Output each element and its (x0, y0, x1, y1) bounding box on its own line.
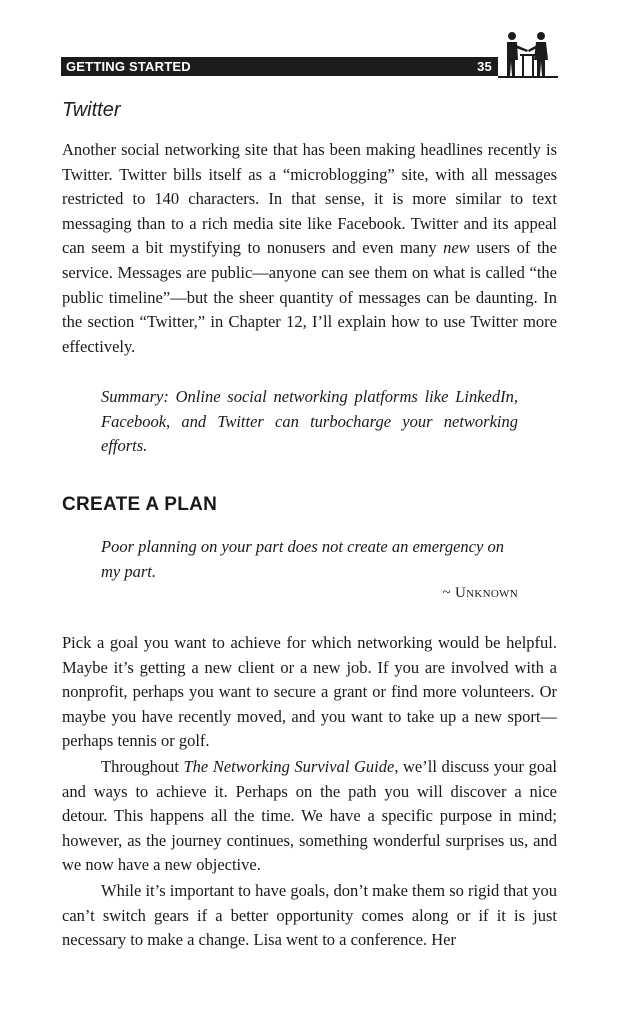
page-number: 35 (477, 59, 492, 74)
quote-attribution: ~ Unknown (442, 585, 518, 601)
section-heading: CREATE A PLAN (62, 494, 218, 515)
section-label: GETTING STARTED (66, 59, 191, 74)
plan-paragraph-2: Throughout The Networking Survival Guide, we’ll discuss your goal and ways to achieve it. Perhaps on the path you will discover a nice detour. This happens all the time. We have a specific purpose in mind; however, as the journey continues, something wonderful surprises us, and we now have a new objective. (62, 757, 557, 875)
epigraph-quote: Poor planning on your part does not create an emergency on my part. (101, 537, 504, 581)
plan-paragraph-1: Pick a goal you want to achieve for which networking would be helpful. Maybe it’s getting a new client or a new job. If you are involved with a nonprofit, perhaps you want to secure a grant or find more volunteers. Or maybe you have recently moved, and you want to take up a new sport—perhaps tennis or golf. (62, 633, 557, 751)
running-header (61, 57, 498, 76)
subheading-twitter: Twitter (62, 99, 121, 121)
twitter-paragraph: Another social networking site that has been making headlines recently is Twitter. Twitter bills itself as a “microblogging” site, with all messages restricted to 140 characters. In that sense, it is more similar to text messaging than to a rich media site like Facebook. Twitter and its appeal can seem a bit mystifying to nonusers and even many new users of the service. Messages are public—anyone can see them on what is called “the public timeline”—but the sheer quantity of messages can be daunting. In the section “Twitter,” in Chapter 12, I’ll explain how to use Twitter more effectively. (62, 140, 557, 356)
summary-text: Summary: Online social networking platforms like LinkedIn, Facebook, and Twitter can turbocharge your networking efforts. (101, 387, 518, 456)
plan-paragraph-3: While it’s important to have goals, don’t make them so rigid that you can’t switch gears if a better opportunity comes along or if it is just necessary to make a change. Lisa went to a conference. Her (62, 881, 557, 950)
handshake-figures-icon (498, 30, 558, 78)
